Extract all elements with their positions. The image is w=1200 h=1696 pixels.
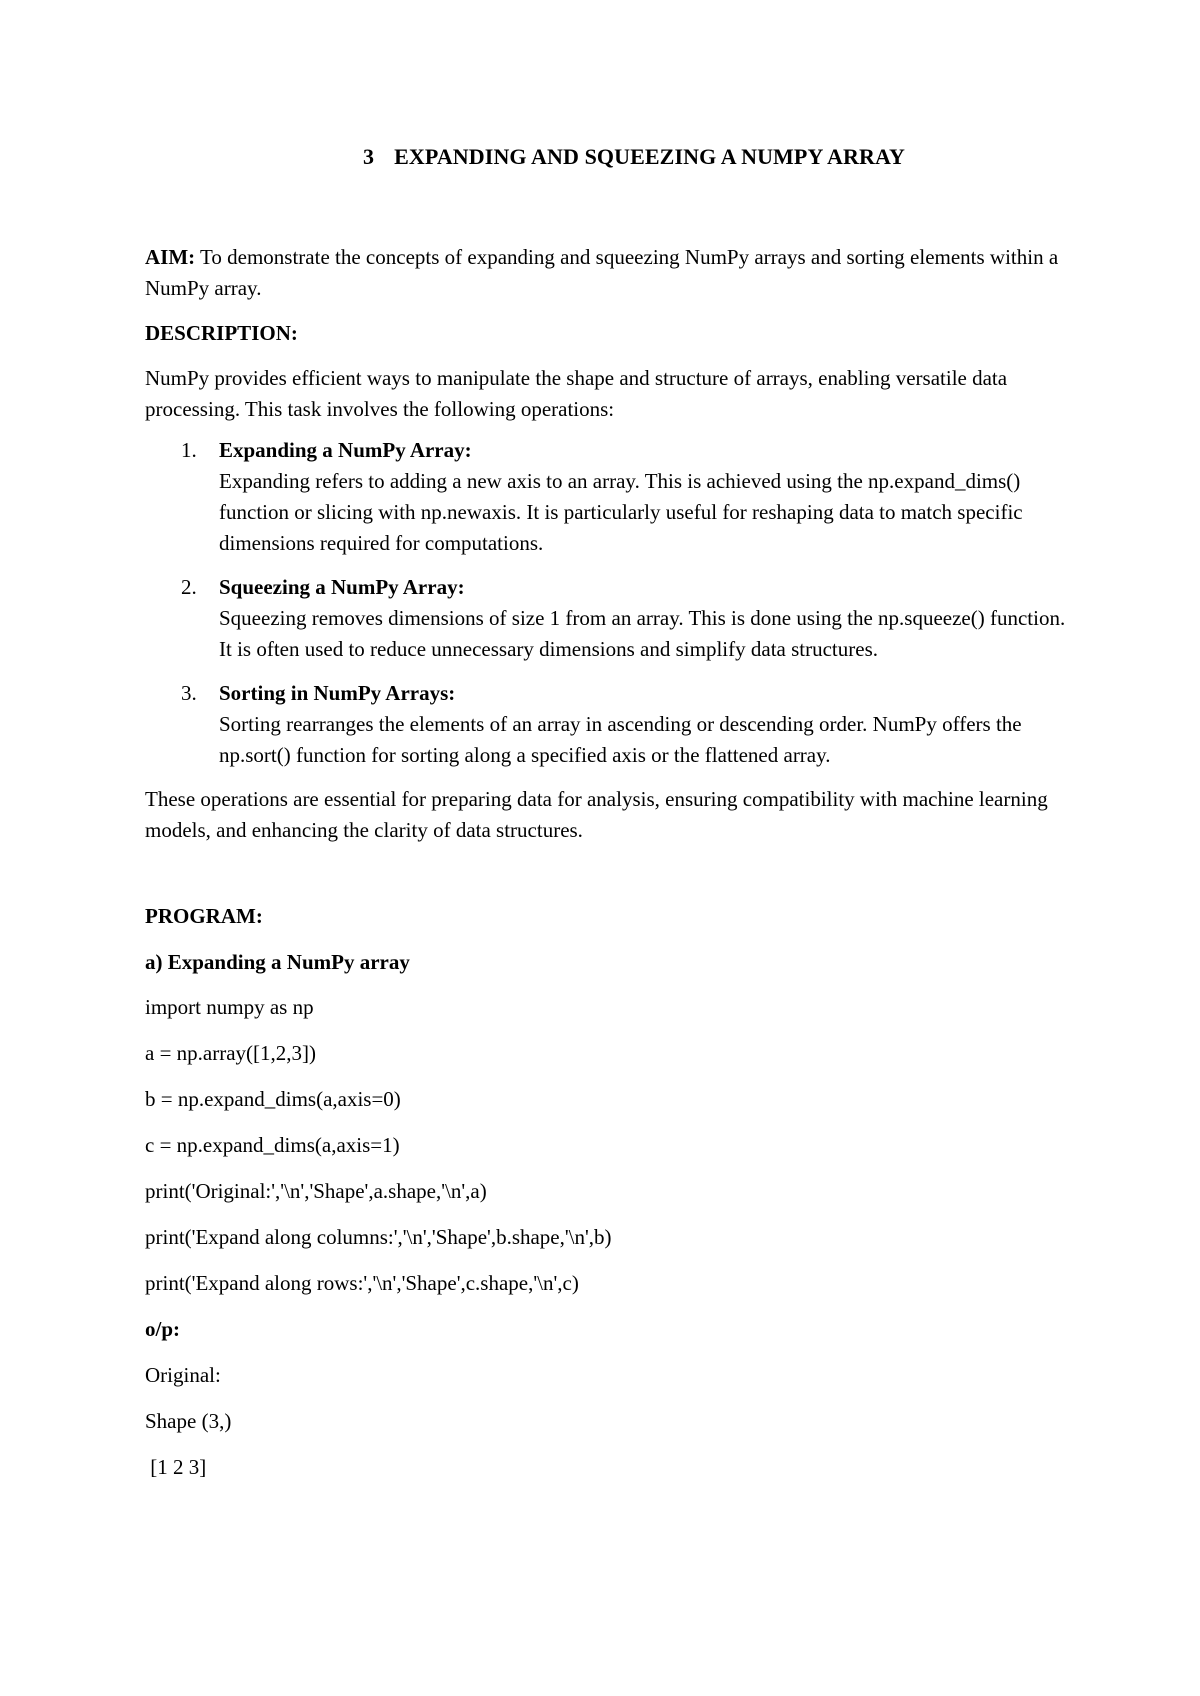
aim-label: AIM: xyxy=(145,245,196,269)
list-item-number: 1. xyxy=(181,438,197,462)
list-item xyxy=(145,572,1075,665)
page-title xyxy=(0,144,1200,170)
code-line: a = np.array([1,2,3]) xyxy=(145,1041,317,1065)
output-line: Shape (3,) xyxy=(145,1409,232,1433)
list-item-text: Sorting rearranges the elements of an array in ascending or descending order. NumPy offers the np.sort() function for sorting along a specified axis or the flattened array. xyxy=(219,712,1022,767)
description-intro: NumPy provides efficient ways to manipulate the shape and structure of arrays, enabling versatile data processing. This task involves the following operations: xyxy=(145,366,1008,421)
aim-paragraph xyxy=(145,242,1075,304)
code-line: print('Expand along rows:','\n','Shape',c.shape,'\n',c) xyxy=(145,1271,579,1295)
code-block xyxy=(145,992,1075,1483)
title-number: 3 xyxy=(363,144,375,169)
code-line: print('Expand along columns:','\n','Shape',b.shape,'\n',b) xyxy=(145,1225,612,1249)
document-body xyxy=(145,242,1075,1483)
program-heading: PROGRAM: xyxy=(145,904,263,928)
output-label: o/p: xyxy=(145,1317,181,1341)
output-line: [1 2 3] xyxy=(145,1455,207,1479)
aim-text: To demonstrate the concepts of expanding and squeezing NumPy arrays and sorting elements within a NumPy array. xyxy=(145,245,1059,300)
description-heading: DESCRIPTION: xyxy=(145,321,298,345)
list-item-number: 2. xyxy=(181,575,197,599)
list-item-heading: Expanding a NumPy Array: xyxy=(219,438,472,462)
list-item-text: Squeezing removes dimensions of size 1 from an array. This is done using the np.squeeze() function. It is often used to reduce unnecessary dimensions and simplify data structures. xyxy=(219,606,1066,661)
list-item xyxy=(145,435,1075,559)
code-line: import numpy as np xyxy=(145,995,314,1019)
code-line: c = np.expand_dims(a,axis=1) xyxy=(145,1133,400,1157)
sub-heading-expanding: a) Expanding a NumPy array xyxy=(145,950,410,974)
title-text: EXPANDING AND SQUEEZING A NUMPY ARRAY xyxy=(394,144,905,169)
list-item xyxy=(145,678,1075,771)
operations-list xyxy=(145,435,1075,771)
conclusion-paragraph: These operations are essential for preparing data for analysis, ensuring compatibility with machine learning models, and enhancing the clarity of data structures. xyxy=(145,787,1048,842)
list-item-number: 3. xyxy=(181,681,197,705)
code-line: print('Original:','\n','Shape',a.shape,'\n',a) xyxy=(145,1179,487,1203)
list-item-text: Expanding refers to adding a new axis to an array. This is achieved using the np.expand_dims() function or slicing with np.newaxis. It is particularly useful for reshaping data to match specific dimensions required for computations. xyxy=(219,469,1023,555)
code-line: b = np.expand_dims(a,axis=0) xyxy=(145,1087,401,1111)
list-item-heading: Squeezing a NumPy Array: xyxy=(219,575,465,599)
output-line: Original: xyxy=(145,1363,221,1387)
list-item-heading: Sorting in NumPy Arrays: xyxy=(219,681,456,705)
